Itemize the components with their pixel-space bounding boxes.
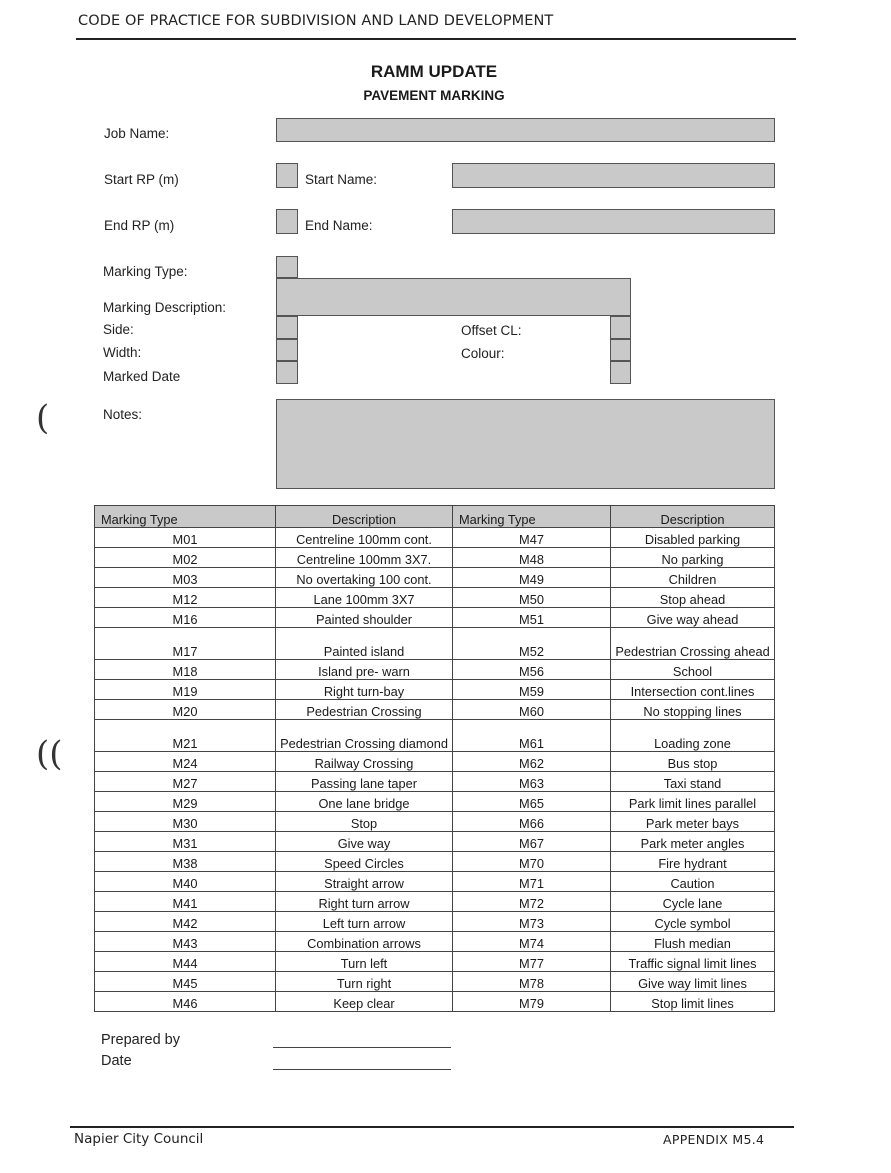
description-cell: Stop limit lines [611,992,775,1012]
offset-cl-label: Offset CL: [461,323,522,338]
table-row [95,628,775,660]
notes-field[interactable] [276,399,775,489]
description-cell: One lane bridge [276,792,453,812]
code-cell: M73 [453,912,611,932]
description-cell: Give way ahead [611,608,775,628]
code-cell: M62 [453,752,611,772]
table-row [95,660,775,680]
code-cell: M20 [95,700,276,720]
description-cell: Loading zone [611,720,775,752]
code-cell: M63 [453,772,611,792]
code-cell: M61 [453,720,611,752]
marking-description-label: Marking Description: [103,300,227,315]
code-cell: M79 [453,992,611,1012]
description-cell: Give way [276,832,453,852]
table-row [95,832,775,852]
end-name-field[interactable] [452,209,775,234]
end-name-label: End Name: [305,218,373,233]
description-cell: Centreline 100mm cont. [276,528,453,548]
code-cell: M65 [453,792,611,812]
description-cell: Combination arrows [276,932,453,952]
code-cell: M56 [453,660,611,680]
column-header-description: Description [611,506,775,528]
description-cell [276,720,453,752]
description-text: Pedestrian Crossing diamond [280,736,448,751]
table-row [95,872,775,892]
description-cell: Intersection cont.lines [611,680,775,700]
colour-field-extra[interactable] [610,361,631,384]
description-cell: Keep clear [276,992,453,1012]
description-cell: Passing lane taper [276,772,453,792]
description-cell: Taxi stand [611,772,775,792]
code-cell: M45 [95,972,276,992]
description-cell: Children [611,568,775,588]
description-cell: Flush median [611,932,775,952]
description-cell: Park meter bays [611,812,775,832]
code-cell: M71 [453,872,611,892]
job-name-label: Job Name: [104,126,170,141]
column-header-description: Description [276,506,453,528]
table-row [95,588,775,608]
code-cell: M01 [95,528,276,548]
code-cell: M46 [95,992,276,1012]
table-row [95,772,775,792]
code-cell: M03 [95,568,276,588]
job-name-field[interactable] [276,118,775,142]
description-cell: Turn left [276,952,453,972]
description-cell: Stop [276,812,453,832]
code-cell: M21 [95,720,276,752]
code-cell: M02 [95,548,276,568]
description-cell: Speed Circles [276,852,453,872]
description-cell: Painted shoulder [276,608,453,628]
prepared-by-line[interactable] [273,1047,451,1048]
description-cell: Caution [611,872,775,892]
prepared-by-label: Prepared by [101,1032,180,1048]
side-label: Side: [103,322,134,337]
marked-date-label: Marked Date [103,369,181,384]
table-row [95,952,775,972]
code-cell: M24 [95,752,276,772]
code-cell: M47 [453,528,611,548]
start-name-field[interactable] [452,163,775,188]
description-text: Pedestrian Crossing ahead [615,644,770,659]
description-cell: Left turn arrow [276,912,453,932]
code-cell: M66 [453,812,611,832]
code-cell: M42 [95,912,276,932]
code-cell: M51 [453,608,611,628]
description-cell [611,628,775,660]
end-rp-field[interactable] [276,209,298,234]
hole-punch-mark-icon: (( [36,734,63,774]
description-cell: Traffic signal limit lines [611,952,775,972]
code-cell: M44 [95,952,276,972]
code-cell: M60 [453,700,611,720]
start-rp-label: Start RP (m) [104,172,179,187]
description-cell: Bus stop [611,752,775,772]
table-header-row [95,506,775,528]
description-cell: Right turn-bay [276,680,453,700]
marked-date-field[interactable] [276,361,298,384]
description-cell: Fire hydrant [611,852,775,872]
date-label: Date [101,1053,132,1069]
column-header-marking-type: Marking Type [453,506,611,528]
table-row [95,608,775,628]
description-cell: School [611,660,775,680]
code-cell: M50 [453,588,611,608]
code-cell: M59 [453,680,611,700]
notes-label: Notes: [103,407,143,422]
code-cell: M49 [453,568,611,588]
code-cell: M74 [453,932,611,952]
code-cell: M12 [95,588,276,608]
code-cell: M31 [95,832,276,852]
marking-description-field[interactable] [276,278,631,316]
description-cell: Right turn arrow [276,892,453,912]
code-cell: M43 [95,932,276,952]
table-row [95,720,775,752]
marking-type-label: Marking Type: [103,264,188,279]
table-row [95,548,775,568]
footer-rule [70,1126,794,1128]
code-cell: M29 [95,792,276,812]
table-row [95,992,775,1012]
description-cell: Turn right [276,972,453,992]
table-row [95,568,775,588]
description-cell: Disabled parking [611,528,775,548]
table-row [95,680,775,700]
end-rp-label: End RP (m) [104,218,175,233]
description-cell: Centreline 100mm 3X7. [276,548,453,568]
start-rp-field[interactable] [276,163,298,188]
code-cell: M16 [95,608,276,628]
document-header: CODE OF PRACTICE FOR SUBDIVISION AND LAND DEVELOPMENT [78,13,554,29]
code-cell: M48 [453,548,611,568]
column-header-marking-type: Marking Type [95,506,276,528]
description-cell: No stopping lines [611,700,775,720]
hole-punch-mark-icon: ( [36,398,50,438]
code-cell: M72 [453,892,611,912]
code-cell: M41 [95,892,276,912]
table-row [95,812,775,832]
code-cell: M27 [95,772,276,792]
code-cell: M30 [95,812,276,832]
width-field[interactable] [276,339,298,361]
description-cell: No overtaking 100 cont. [276,568,453,588]
table-row [95,892,775,912]
date-line[interactable] [273,1069,451,1070]
footer-appendix: APPENDIX M5.4 [663,1132,765,1147]
description-cell: Park limit lines parallel [611,792,775,812]
code-cell: M17 [95,628,276,660]
table-row [95,792,775,812]
table-row [95,752,775,772]
footer-organization: Napier City Council [74,1131,204,1147]
description-cell: Pedestrian Crossing [276,700,453,720]
table-row [95,852,775,872]
description-cell: Island pre- warn [276,660,453,680]
description-cell: Straight arrow [276,872,453,892]
code-cell: M67 [453,832,611,852]
colour-field[interactable] [610,339,631,361]
marking-codes-table [94,505,775,1012]
description-cell: Park meter angles [611,832,775,852]
table-row [95,972,775,992]
description-cell: No parking [611,548,775,568]
description-cell: Cycle lane [611,892,775,912]
page-title: RAMM UPDATE [370,62,498,81]
marking-type-field[interactable] [276,256,298,278]
page-subtitle: PAVEMENT MARKING [363,88,505,103]
start-name-label: Start Name: [305,172,378,187]
code-cell: M78 [453,972,611,992]
code-cell: M40 [95,872,276,892]
description-cell: Cycle symbol [611,912,775,932]
code-cell: M18 [95,660,276,680]
code-cell: M70 [453,852,611,872]
description-cell: Railway Crossing [276,752,453,772]
table-row [95,912,775,932]
side-field[interactable] [276,316,298,339]
table-row [95,932,775,952]
description-cell: Lane 100mm 3X7 [276,588,453,608]
table-row [95,528,775,548]
table-row [95,700,775,720]
description-cell: Painted island [276,628,453,660]
header-rule [76,38,796,40]
offset-cl-field[interactable] [610,316,631,339]
code-cell: M19 [95,680,276,700]
width-label: Width: [103,345,142,360]
description-cell: Stop ahead [611,588,775,608]
code-cell: M77 [453,952,611,972]
code-cell: M52 [453,628,611,660]
description-cell: Give way limit lines [611,972,775,992]
code-cell: M38 [95,852,276,872]
colour-label: Colour: [461,346,505,361]
